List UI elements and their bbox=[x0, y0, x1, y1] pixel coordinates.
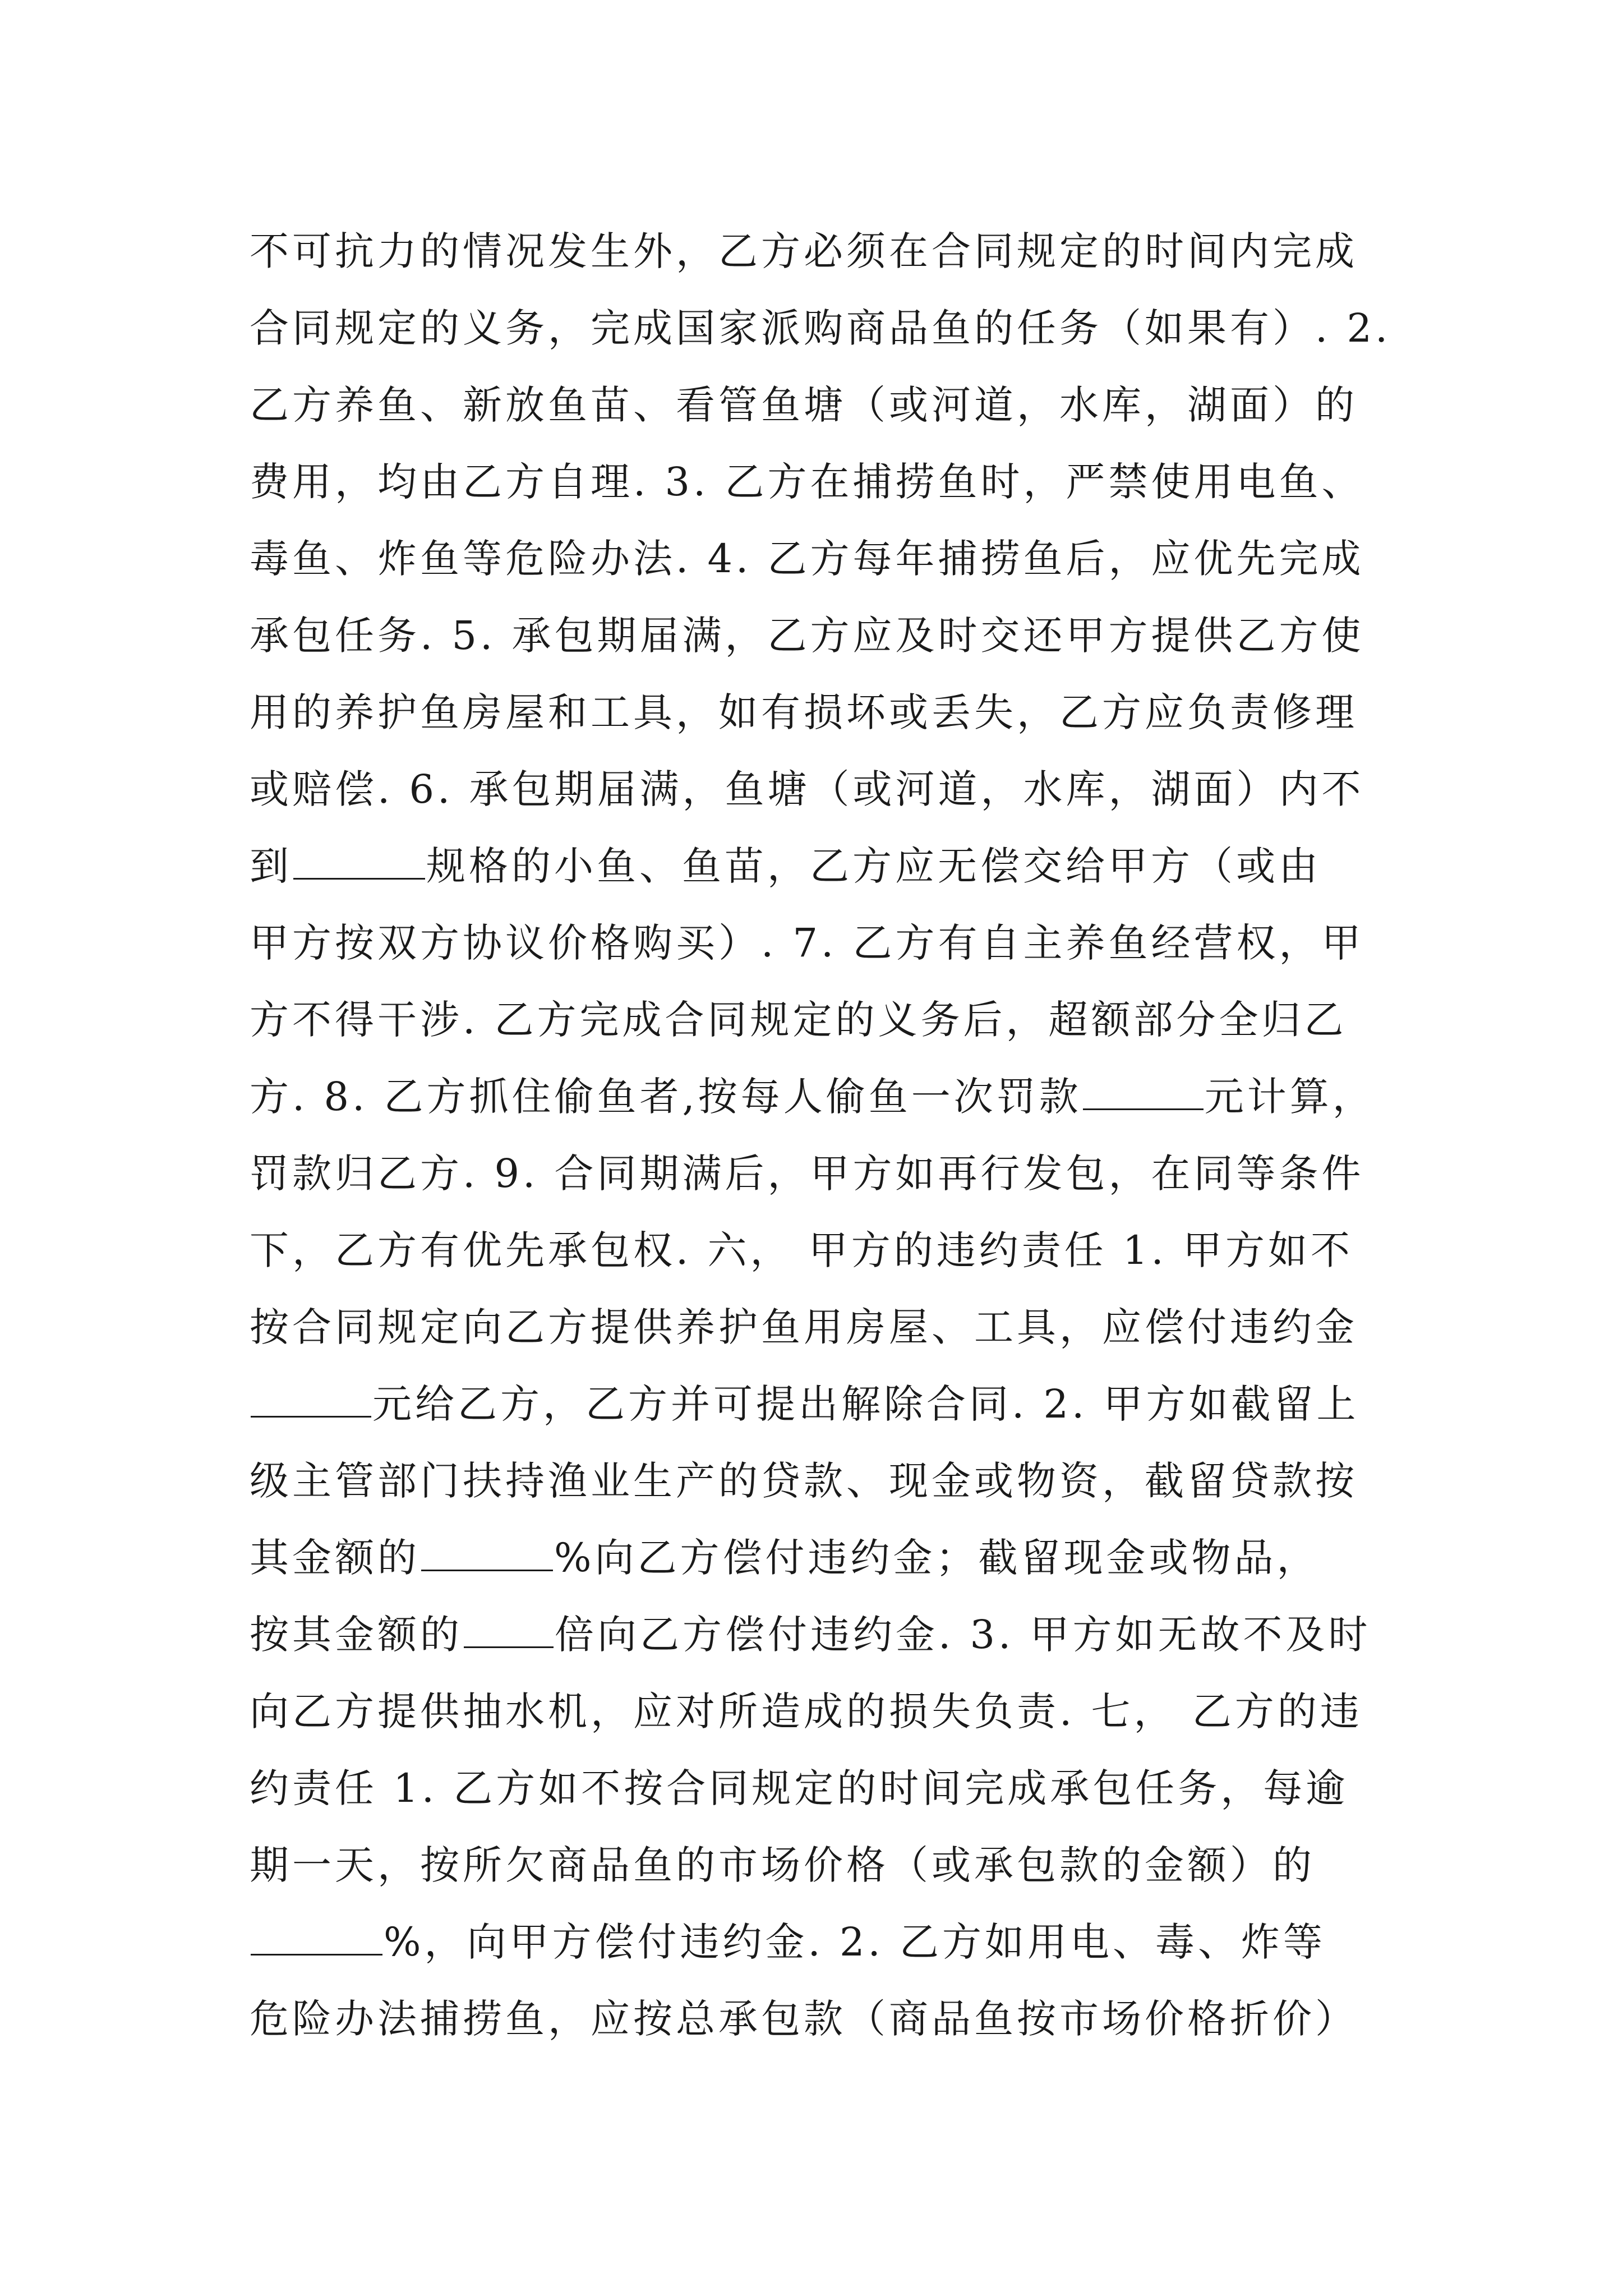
text-line: 甲方按双方协议价格购买）. 7. 乙方有自主养鱼经营权，甲 bbox=[250, 920, 1364, 966]
text-line: 罚款归乙方. 9. 合同期满后，甲方如再行发包，在同等条件 bbox=[250, 1151, 1364, 1197]
text-line: 或赔偿. 6. 承包期届满，鱼塘（或河道，水库，湖面）内不 bbox=[250, 766, 1364, 812]
fill-in-blank bbox=[464, 1617, 554, 1648]
text-line bbox=[250, 828, 1394, 905]
line-text-before-blank: 按其金额的 bbox=[250, 1612, 463, 1658]
line-text-before-blank: 方. 8. 乙方抓住偷鱼者,按每人偷鱼一次罚款 bbox=[250, 1074, 1082, 1120]
text-line: 毒鱼、炸鱼等危险办法. 4. 乙方每年捕捞鱼后，应优先完成 bbox=[250, 536, 1364, 582]
text-line: 下，乙方有优先承包权. 六， 甲方的违约责任 1. 甲方如不 bbox=[250, 1227, 1354, 1273]
text-line: 期一天，按所欠商品鱼的市场价格（或承包款的金额）的 bbox=[250, 1842, 1315, 1888]
text-line: 费用，均由乙方自理. 3. 乙方在捕捞鱼时，严禁使用电鱼、 bbox=[250, 459, 1364, 505]
text-line: 乙方养鱼、新放鱼苗、看管鱼塘（或河道，水库，湖面）的 bbox=[250, 382, 1358, 428]
text-line bbox=[250, 1059, 1394, 1135]
text-line bbox=[250, 1520, 1394, 1596]
line-text-before-blank: 其金额的 bbox=[250, 1535, 420, 1581]
fill-in-blank bbox=[1083, 1079, 1204, 1110]
text-line: 级主管部门扶持渔业生产的贷款、现金或物资，截留贷款按 bbox=[250, 1458, 1358, 1504]
contract-body-text bbox=[250, 213, 1394, 2058]
line-text-after-blank: 倍向乙方偿付违约金. 3. 甲方如无故不及时 bbox=[555, 1612, 1371, 1658]
text-line: 危险办法捕捞鱼，应按总承包款（商品鱼按市场价格折价） bbox=[250, 1996, 1358, 2042]
line-text-before-blank: 到 bbox=[250, 843, 292, 889]
text-line bbox=[250, 1366, 1394, 1443]
text-line: 向乙方提供抽水机，应对所造成的损失负责. 七， 乙方的违 bbox=[250, 1688, 1363, 1734]
line-text-after-blank: %向乙方偿付违约金；截留现金或物品， bbox=[554, 1535, 1320, 1581]
text-line: 方不得干涉. 乙方完成合同规定的义务后，超额部分全归乙 bbox=[250, 997, 1347, 1043]
text-line: 约责任 1. 乙方如不按合同规定的时间完成承包任务，每逾 bbox=[250, 1765, 1349, 1811]
text-line: 不可抗力的情况发生外，乙方必须在合同规定的时间内完成 bbox=[250, 228, 1358, 274]
line-text-after-blank: 元计算， bbox=[1204, 1074, 1375, 1120]
line-text-after-blank: 规格的小鱼、鱼苗，乙方应无偿交给甲方（或由 bbox=[426, 843, 1321, 889]
fill-in-blank bbox=[251, 1925, 382, 1955]
text-line bbox=[250, 1596, 1394, 1673]
line-text-after-blank: %，向甲方偿付违约金. 2. 乙方如用电、毒、炸等 bbox=[384, 1919, 1326, 1965]
line-text-after-blank: 元给乙方，乙方并可提出解除合同. 2. 甲方如截留上 bbox=[372, 1381, 1359, 1427]
fill-in-blank bbox=[251, 1387, 371, 1418]
text-line: 承包任务. 5. 承包期届满，乙方应及时交还甲方提供乙方使 bbox=[250, 613, 1364, 659]
text-line bbox=[250, 1904, 1394, 1981]
fill-in-blank bbox=[421, 1540, 553, 1571]
text-line: 按合同规定向乙方提供养护鱼用房屋、工具，应偿付违约金 bbox=[250, 1304, 1358, 1350]
text-line: 用的养护鱼房屋和工具，如有损坏或丢失，乙方应负责修理 bbox=[250, 689, 1358, 735]
text-line: 合同规定的义务，完成国家派购商品鱼的任务（如果有）. 2. bbox=[250, 305, 1391, 351]
fill-in-blank bbox=[293, 849, 425, 880]
